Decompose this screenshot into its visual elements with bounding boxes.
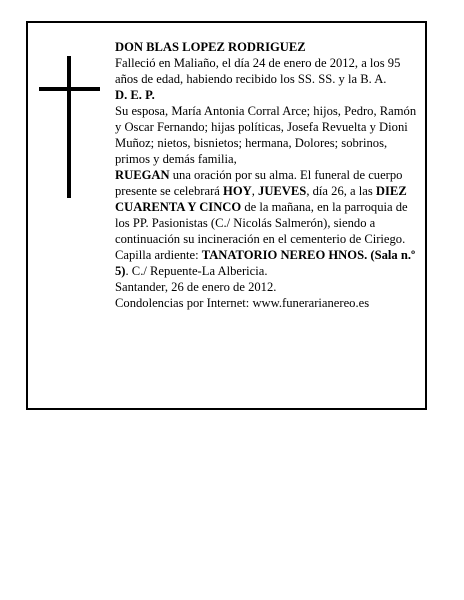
notice-text (115, 39, 423, 311)
obituary-notice (26, 21, 427, 410)
death-paragraph: Falleció en Maliaño, el día 24 de enero de 2012, a los 95 años de edad, habiendo recibido los SS. SS. y la B. A. (115, 56, 401, 86)
place-date: Santander, 26 de enero de 2012. (115, 280, 277, 294)
cross-vertical-bar (67, 56, 71, 198)
cross-horizontal-bar (39, 87, 100, 91)
ruegan-word: RUEGAN (115, 168, 170, 182)
dep-line: D. E. P. (115, 88, 155, 102)
family-paragraph: Su esposa, María Antonia Corral Arce; hijos, Pedro, Ramón y Oscar Fernando; hijas políticas, Josefa Revuelta y Dioni Muñoz; nietos, bisnietos; hermana, Dolores; sobrinos, primos y demás familia, (115, 104, 417, 166)
request-paragraph: RUEGAN una oración por su alma. El funeral de cuerpo presente se celebrará HOY, JUEVES, día 26, a las DIEZ CUARENTA Y CINCO de la mañana, en la parroquia de los PP. Pasionistas (C./ Nicolás Salmerón), siendo a continuación su incineración en el cementerio de Ciriego. (115, 168, 408, 246)
tanatorio-name: TANATORIO NEREO HNOS. (201, 248, 368, 262)
jueves-word: JUEVES (258, 184, 307, 198)
hoy-word: HOY (223, 184, 252, 198)
deceased-name: DON BLAS LOPEZ RODRIGUEZ (115, 40, 306, 54)
chapel-paragraph: Capilla ardiente: TANATORIO NEREO HNOS. (Sala n.º 5). C./ Repuente-La Albericia. (115, 248, 416, 278)
condolences-line: Condolencias por Internet: www.funerarianereo.es (115, 296, 370, 310)
sala-number: (Sala n.º 5) (115, 248, 416, 278)
hour-text: DIEZ CUARENTA Y CINCO (115, 184, 407, 214)
